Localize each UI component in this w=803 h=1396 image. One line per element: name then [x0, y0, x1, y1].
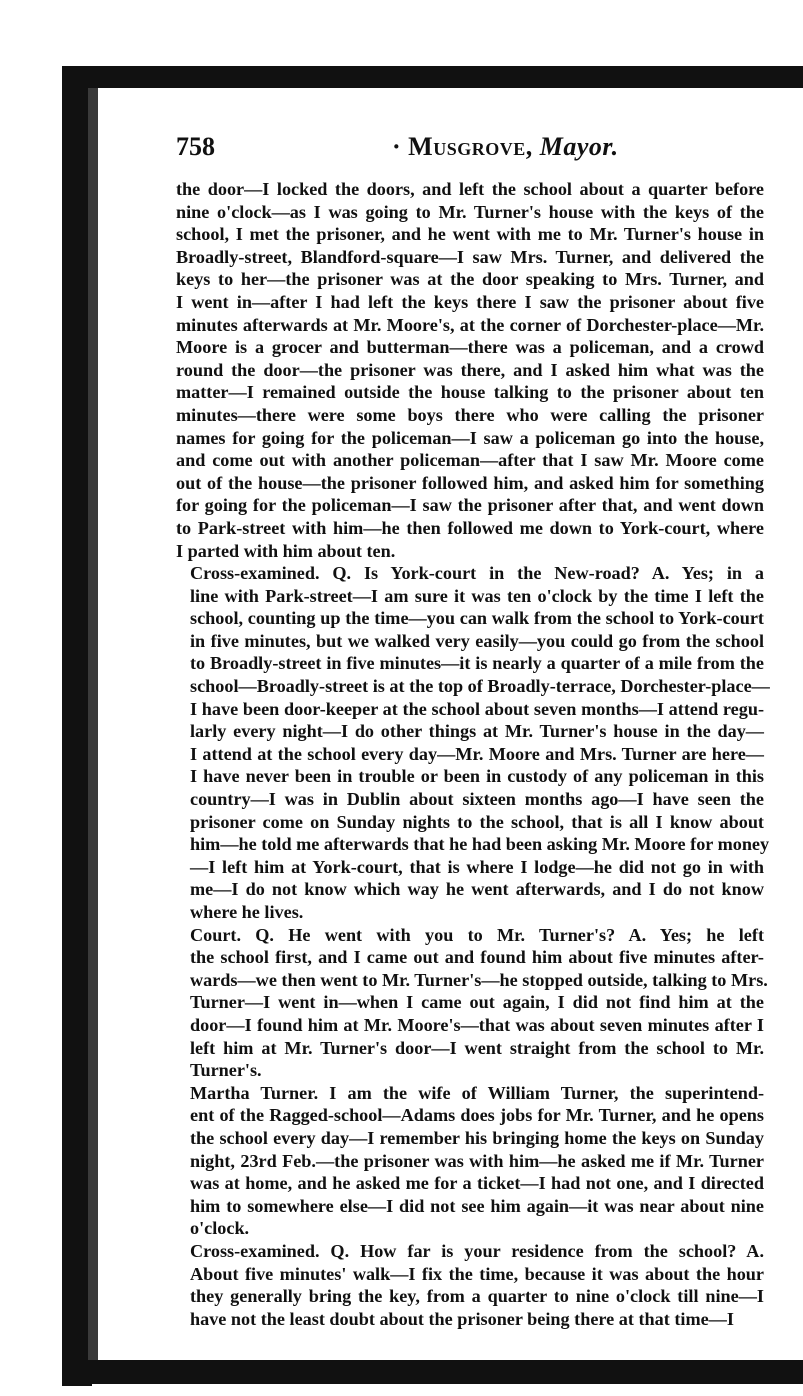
running-head: · Musgrove, Mayor.	[392, 132, 619, 161]
text-line: me—I do not know which way he went afterwards, and I do not know	[190, 879, 764, 900]
text-line: and come out with another policeman—after that I saw Mr. Moore come	[176, 450, 764, 471]
paragraph	[176, 1240, 764, 1330]
text-line: out of the house—the prisoner followed him, and asked him for something	[176, 472, 764, 493]
text-line: nine o'clock—as I was going to Mr. Turner's house with the keys of the	[176, 201, 764, 222]
text-line: o'clock.	[190, 1218, 250, 1239]
scan-border-bottom	[62, 1360, 803, 1384]
text-line: Court. Q. He went with you to Mr. Turner's? A. Yes; he left	[190, 924, 764, 945]
text-line: round the door—the prisoner was there, and I asked him what was the	[176, 359, 764, 380]
text-line: names for going for the policeman—I saw a policeman go into the house,	[176, 427, 764, 448]
text-line: Broadly-street, Blandford-square—I saw Mrs. Turner, and delivered the	[176, 246, 764, 267]
text-line: in five minutes, but we walked very easily—you could go from the school	[190, 630, 764, 651]
text-line: keys to her—the prisoner was at the door speaking to Mrs. Turner, and	[176, 269, 764, 290]
text-line: Turner—I went in—when I came out again, I did not find him at the	[190, 992, 764, 1013]
scan-border-top	[62, 66, 803, 88]
text-line: to Broadly-street in five minutes—it is nearly a quarter of a mile from the	[190, 653, 764, 674]
text-line: for going for the policeman—I saw the prisoner after that, and went down	[176, 495, 764, 516]
text-line: door—I found him at Mr. Moore's—that was about seven minutes after I	[190, 1014, 764, 1035]
text-line: to Park-street with him—he then followed me down to York-court, where	[176, 517, 764, 538]
text-line: ent of the Ragged-school—Adams does jobs for Mr. Turner, and he opens	[190, 1105, 764, 1126]
text-line: Moore is a grocer and butterman—there was a policeman, and a crowd	[176, 337, 764, 358]
text-line: left him at Mr. Turner's door—I went straight from the school to Mr.	[190, 1037, 764, 1058]
text-line: larly every night—I do other things at Mr. Turner's house in the day—	[190, 721, 764, 742]
text-line: Cross-examined. Q. Is York-court in the New-road? A. Yes; in a	[190, 563, 764, 584]
text-line: wards—we then went to Mr. Turner's—he stopped outside, talking to Mrs.	[190, 969, 768, 990]
text-line: was at home, and he asked me for a ticket—I had not one, and I directed	[190, 1173, 764, 1194]
page-header	[176, 132, 776, 172]
text-line: —I left him at York-court, that is where I lodge—he did not go in with	[190, 856, 764, 877]
text-line: him—he told me afterwards that he had been asking Mr. Moore for money	[190, 834, 770, 855]
paragraph	[176, 178, 764, 562]
text-line: they generally bring the key, from a quarter to nine o'clock till nine—I	[190, 1286, 764, 1307]
body-text	[176, 178, 770, 1330]
text-line: Martha Turner. I am the wife of William Turner, the superintend-	[190, 1082, 764, 1103]
page-number: 758	[176, 132, 215, 161]
text-line: matter—I remained outside the house talking to the prisoner about ten	[176, 382, 764, 403]
text-line: I went in—after I had left the keys there I saw the prisoner about five	[176, 291, 764, 312]
text-line: minutes—there were some boys there who were calling the prisoner	[176, 404, 764, 425]
text-line: line with Park-street—I am sure it was ten o'clock by the time I left the	[190, 585, 764, 606]
text-line: school, counting up the time—you can walk from the school to York-court	[190, 608, 764, 629]
scan-margin	[0, 0, 48, 1396]
paragraph	[176, 1082, 764, 1240]
running-head-name: Musgrove,	[408, 132, 533, 161]
text-line: prisoner come on Sunday nights to the school, that is all I know about	[190, 811, 764, 832]
text-line: where he lives.	[190, 902, 304, 922]
text-line: have not the least doubt about the prisoner being there at that time—I	[190, 1308, 734, 1329]
book-spine-shadow	[88, 80, 98, 1380]
text-line: Turner's.	[190, 1060, 262, 1081]
paragraph	[176, 562, 770, 924]
text-line: school—Broadly-street is at the top of Broadly-terrace, Dorchester-place—	[190, 676, 770, 697]
paragraph	[176, 924, 768, 1082]
text-line: night, 23rd Feb.—the prisoner was with him—he asked me if Mr. Turner	[190, 1150, 764, 1171]
text-line: country—I was in Dublin about sixteen months ago—I have seen the	[190, 789, 764, 810]
text-line: school, I met the prisoner, and he went with me to Mr. Turner's house in	[176, 224, 764, 245]
text-line: minutes afterwards at Mr. Moore's, at the corner of Dorchester-place—Mr.	[176, 314, 764, 335]
text-line: the door—I locked the doors, and left the school about a quarter before	[176, 179, 764, 199]
text-line: the school every day—I remember his bringing home the keys on Sunday	[190, 1127, 764, 1148]
running-head-title: Mayor.	[539, 132, 619, 161]
text-line: the school first, and I came out and found him about five minutes after-	[190, 947, 764, 968]
text-line: Cross-examined. Q. How far is your residence from the school? A.	[190, 1240, 764, 1261]
text-line: I attend at the school every day—Mr. Moore and Mrs. Turner are here—	[190, 743, 764, 764]
text-line: him to somewhere else—I did not see him again—it was near about nine	[190, 1195, 764, 1216]
text-line: I have never been in trouble or been in custody of any policeman in this	[190, 766, 764, 787]
text-line: About five minutes' walk—I fix the time, because it was about the hour	[190, 1263, 764, 1284]
text-line: I parted with him about ten.	[176, 540, 396, 561]
text-line: I have been door-keeper at the school about seven months—I attend regu-	[190, 698, 764, 719]
